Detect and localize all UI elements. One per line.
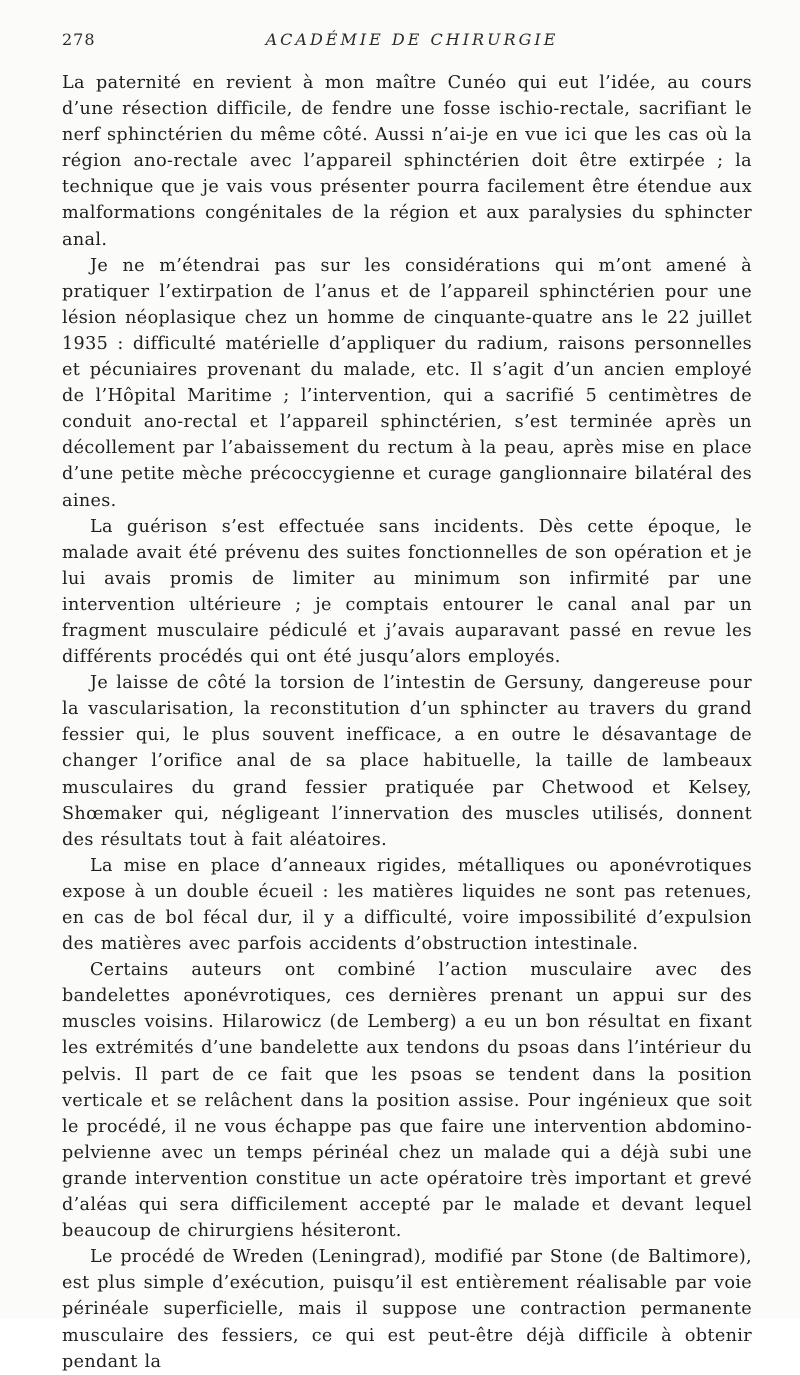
body-text: [62, 70, 752, 1375]
page-number: 278: [62, 30, 96, 49]
paragraph: La paternité en revient à mon maître Cunéo qui eut l’idée, au cours d’une résection difficile, de fendre une fosse ischio-rectale, sacrifiant le nerf sphinctérien du même côté. Aussi n’ai-je en vue ici que les cas où la région ano-rectale avec l’appareil sphinctérien doit être extirpée ; la technique que je vais vous présenter pourra facilement être étendue aux malformations congénitales de la région et aux paralysies du sphincter anal.: [62, 73, 752, 250]
paragraph: Le procédé de Wreden (Leningrad), modifié par Stone (de Baltimore), est plus simple d’exécution, puisqu’il est entièrement réalisable par voie périnéale superficielle, mais il suppose une contraction permanente musculaire des fessiers, ce qui est peut-être déjà difficile à obtenir pendant la: [62, 1247, 752, 1372]
paragraph: La guérison s’est effectuée sans incidents. Dès cette époque, le malade avait été prévenu des suites fonctionnelles de son opération et je lui avais promis de limiter au minimum son infirmité par une intervention ultérieure ; je comptais entourer le canal anal par un fragment musculaire pédiculé et j’avais auparavant passé en revue les différents procédés qui ont été jusqu’alors employés.: [62, 516, 752, 668]
journal-title: ACADÉMIE DE CHIRURGIE: [265, 30, 559, 49]
paragraph: La mise en place d’anneaux rigides, métalliques ou aponévrotiques expose à un double écueil : les matières liquides ne sont pas retenues, en cas de bol fécal dur, il y a difficulté, voire impossibilité d’expulsion des matières avec parfois accidents d’obstruction intestinale.: [62, 855, 752, 955]
paragraph: Certains auteurs ont combiné l’action musculaire avec des bandelettes aponévrotiques, ces dernières prenant un appui sur des muscles voisins. Hilarowicz (de Lemberg) a eu un bon résultat en fixant les extrémités d’une bandelette aux tendons du psoas dans l’intérieur du pelvis. Il part de ce fait que les psoas se tendent dans la position verticale et se relâchent dans la position assise. Pour ingénieux que soit le procédé, il ne vous échappe pas que faire une intervention abdomino-pelvienne avec un temps périnéal chez un malade qui a déjà subi une grande intervention constitue un acte opératoire très important et grevé d’aléas qui sera difficilement accepté par le malade et devant lequel beaucoup de chirurgiens hésiteront.: [62, 960, 752, 1242]
running-header: [62, 30, 762, 54]
paragraph: Je ne m’étendrai pas sur les considérations qui m’ont amené à pratiquer l’extirpation de l’anus et de l’appareil sphinctérien pour une lésion néoplasique chez un homme de cinquante-quatre ans le 22 juillet 1935 : difficulté matérielle d’appliquer du radium, raisons personnelles et pécuniaires provenant du malade, etc. Il s’agit d’un ancien employé de l’Hôpital Maritime ; l’intervention, qui a sacrifié 5 centimètres de conduit ano-rectal et l’appareil sphinctérien, s’est terminée après un décollement par l’abaissement du rectum à la peau, après mise en place d’une petite mèche précoccygienne et curage ganglionnaire bilatéral des aines.: [62, 255, 752, 511]
paragraph: Je laisse de côté la torsion de l’intestin de Gersuny, dangereuse pour la vascularisation, la reconstitution d’un sphincter au travers du grand fessier qui, le plus souvent inefficace, a en outre le désavantage de changer l’orifice anal de sa place habituelle, la taille de lambeaux musculaires du grand fessier pratiquée par Chetwood et Kelsey, Shœmaker qui, négligeant l’innervation des muscles utilisés, donnent des résultats tout à fait aléatoires.: [62, 673, 752, 850]
